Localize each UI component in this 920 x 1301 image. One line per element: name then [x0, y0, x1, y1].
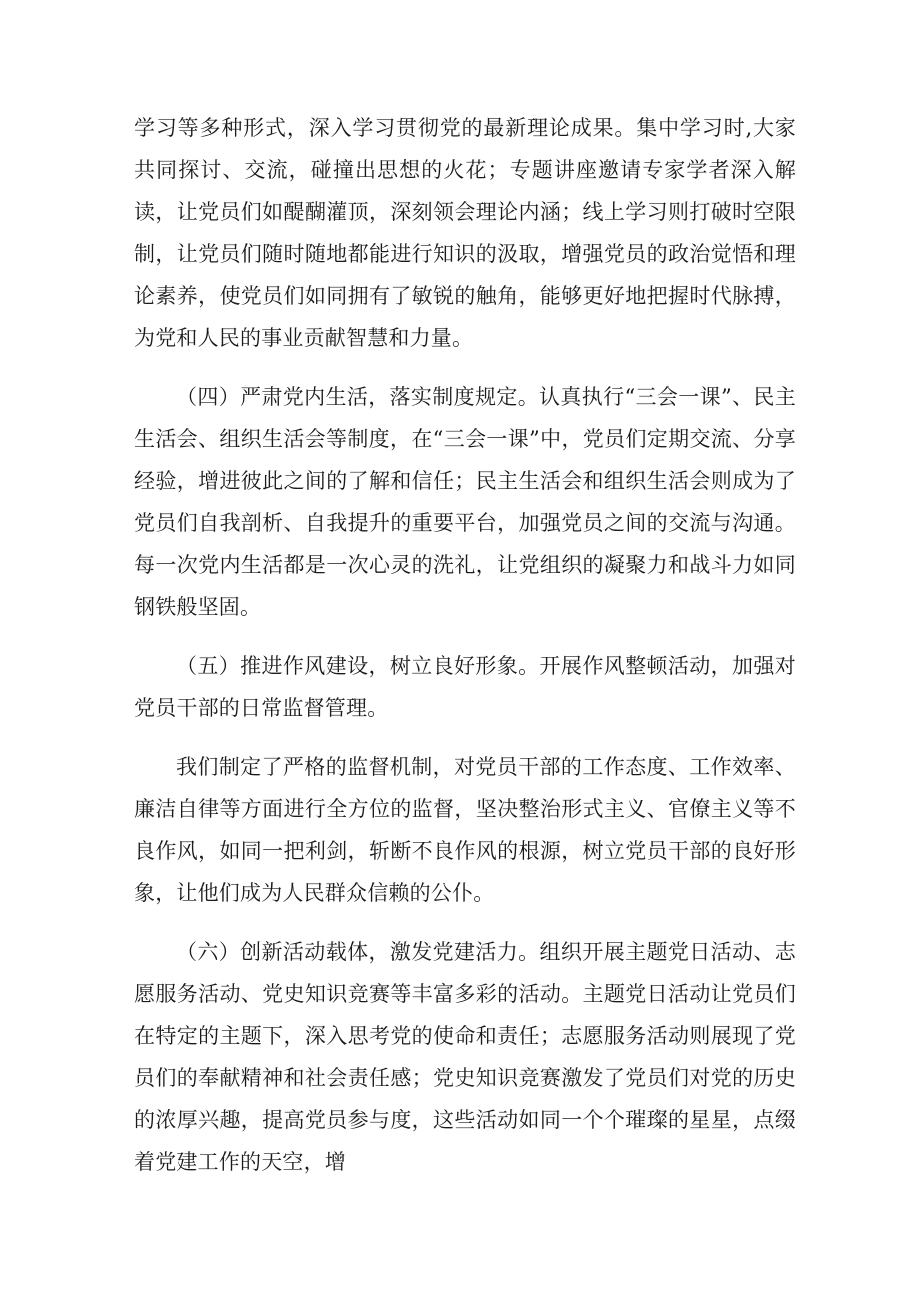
- paragraph-supervision: 我们制定了严格的监督机制，对党员干部的工作态度、工作效率、廉洁自律等方面进行全方位的监督，坚决整治形式主义、官僚主义等不良作风，如同一把利剑，斩断不良作风的根源，树立党员干部的良好形象，让他们成为人民群众信赖的公仆。: [134, 755, 796, 905]
- paragraph-activities: （六）创新活动载体，激发党建活力。组织开展主题党日活动、志愿服务活动、党史知识竞赛等丰富多彩的活动。主题党日活动让党员们在特定的主题下，深入思考党的使命和责任；志愿服务活动则展现了党员们的奉献精神和社会责任感；党史知识竞赛激发了党员们对党的历史的浓厚兴趣，提高党员参与度，这些活动如同一个个璀璨的星星，点缀着党建工作的天空，增: [134, 940, 796, 1174]
- paragraph-study-forms: 学习等多种形式，深入学习贯彻党的最新理论成果。集中学习时,大家共同探讨、交流，碰撞出思想的火花；专题讲座邀请专家学者深入解读，让党员们如醍醐灌顶，深刻领会理论内涵；线上学习则打破时空限制，让党员们随时随地都能进行知识的汲取，增强党员的政治觉悟和理论素养，使党员们如同拥有了敏锐的触角，能够更好地把握时代脉搏，为党和人民的事业贡献智慧和力量。: [134, 116, 796, 350]
- paragraph-party-life: （四）严肃党内生活，落实制度规定。认真执行“三会一课”、民主生活会、组织生活会等制度，在“三会一课”中，党员们定期交流、分享经验，增进彼此之间的了解和信任；民主生活会和组织生活会则成为了党员们自我剖析、自我提升的重要平台，加强党员之间的交流与沟通。每一次党内生活都是一次心灵的洗礼，让党组织的凝聚力和战斗力如同钢铁般坚固。: [134, 385, 796, 619]
- document-body: [134, 107, 796, 1200]
- paragraph-work-style: （五）推进作风建设，树立良好形象。开展作风整顿活动，加强对党员干部的日常监督管理。: [134, 654, 796, 720]
